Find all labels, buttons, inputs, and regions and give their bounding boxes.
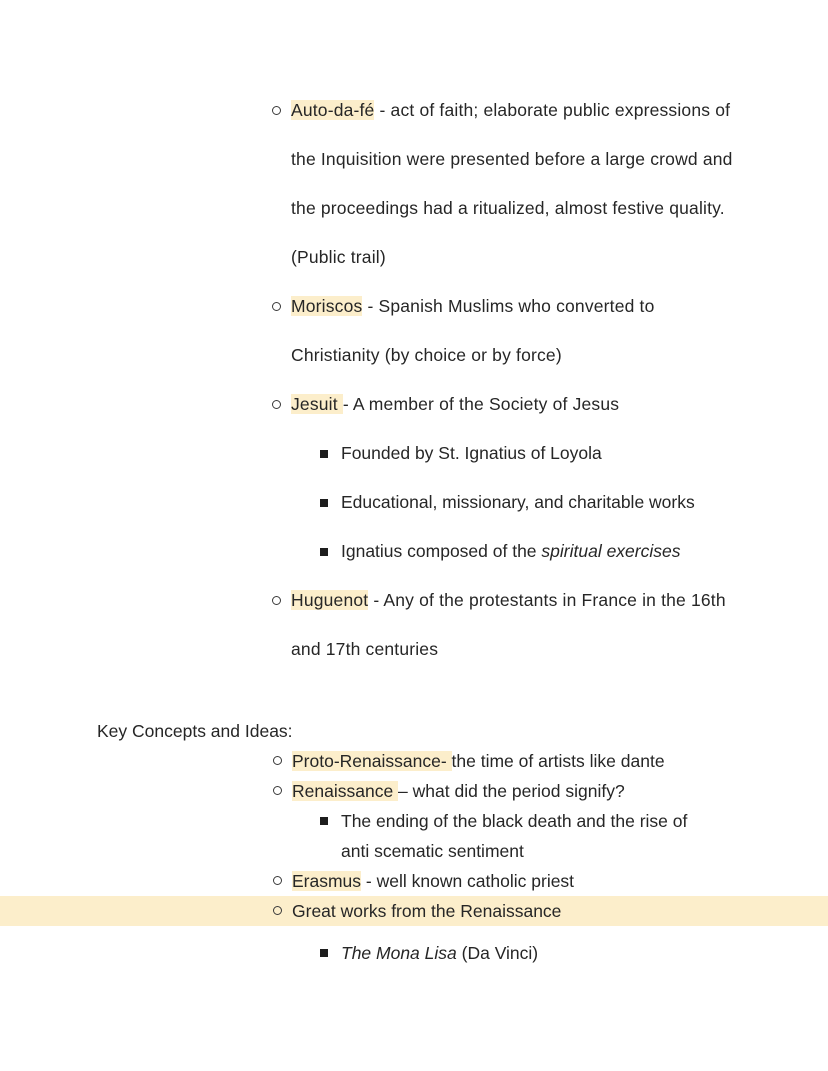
vocab-definition: - A member of the Society of Jesus [342, 394, 620, 414]
list-item [0, 576, 828, 674]
list-item [0, 746, 828, 776]
list-item [0, 478, 828, 527]
list-item [0, 429, 828, 478]
filled-square-bullet-icon [320, 450, 328, 458]
concept-term: Erasmus [292, 871, 362, 891]
list-item [0, 527, 828, 576]
concept-term: Great works from the Renaissance [292, 901, 562, 921]
list-item [0, 282, 828, 380]
spacer [0, 926, 828, 938]
sub-item-text-before: Ignatius composed of the [341, 541, 542, 561]
hollow-circle-bullet-icon [273, 786, 282, 795]
hollow-circle-bullet-icon [272, 302, 281, 311]
sub-item-text: Founded by St. Ignatius of Loyola [341, 443, 602, 463]
vocab-term: Auto-da-fé [291, 100, 375, 120]
list-item [0, 938, 828, 968]
concept-term: Renaissance [292, 781, 399, 801]
key-concepts-section [0, 716, 828, 968]
hollow-circle-bullet-icon [272, 400, 281, 409]
hollow-circle-bullet-icon [272, 596, 281, 605]
vocab-definition: - act of faith; elaborate public expressions of the Inquisition were presented before a large crowd and the proceedings had a ritualized, almost festive quality. (Public trail) [291, 100, 733, 267]
sub-item-text: Educational, missionary, and charitable works [341, 492, 695, 512]
hollow-circle-bullet-icon [273, 906, 282, 915]
sub-item-text-italic: The Mona Lisa [341, 943, 457, 963]
vocab-term: Jesuit [291, 394, 343, 414]
vocab-term: Huguenot [291, 590, 369, 610]
list-item [0, 896, 828, 926]
list-item [0, 86, 828, 282]
sub-item-text-italic: spiritual exercises [541, 541, 681, 561]
filled-square-bullet-icon [320, 817, 328, 825]
list-item [0, 806, 828, 866]
list-item [0, 776, 828, 806]
vocab-definition: - Spanish Muslims who converted to Christianity (by choice or by force) [291, 296, 655, 365]
concept-definition: - well known catholic priest [361, 871, 575, 891]
concept-definition: – what did the period signify? [398, 781, 625, 801]
hollow-circle-bullet-icon [272, 106, 281, 115]
section-heading: Key Concepts and Ideas: [97, 721, 293, 741]
list-item [0, 866, 828, 896]
sub-item-text: The ending of the black death and the rise of anti scematic sentiment [341, 811, 688, 861]
hollow-circle-bullet-icon [273, 756, 282, 765]
sub-item-text-after: (Da Vinci) [456, 943, 539, 963]
filled-square-bullet-icon [320, 499, 328, 507]
vocab-term: Moriscos [291, 296, 363, 316]
hollow-circle-bullet-icon [273, 876, 282, 885]
vocab-definition: - Any of the protestants in France in the 16th and 17th centuries [291, 590, 726, 659]
concept-term: Proto-Renaissance- [292, 751, 452, 771]
concept-definition: the time of artists like dante [451, 751, 665, 771]
filled-square-bullet-icon [320, 949, 328, 957]
filled-square-bullet-icon [320, 548, 328, 556]
list-item [0, 380, 828, 429]
